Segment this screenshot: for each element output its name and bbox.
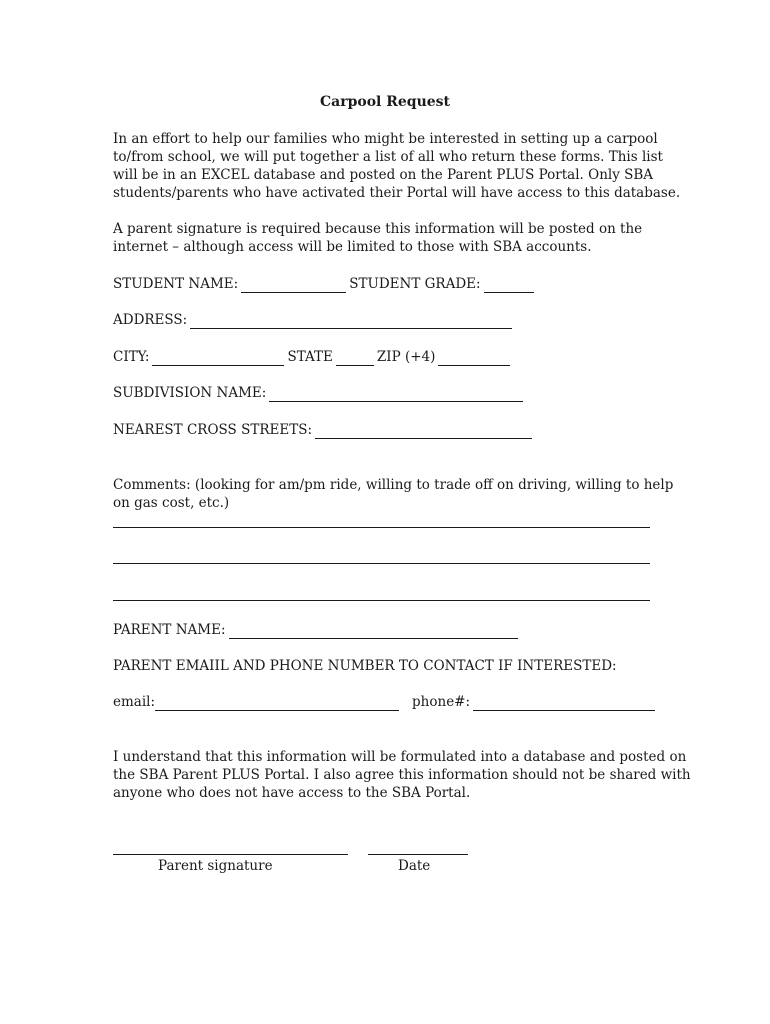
agreement-line-3: anyone who does not have access to the SBA Portal. xyxy=(113,785,471,801)
phone-label: phone#: xyxy=(412,694,471,710)
agreement-line-2: the SBA Parent PLUS Portal. I also agree this information should not be shared with xyxy=(113,767,691,783)
intro-line-3: will be in an EXCEL database and posted on the Parent PLUS Portal. Only SBA xyxy=(113,167,654,183)
notice-line-2: internet – although access will be limited to those with SBA accounts. xyxy=(113,239,592,255)
comments-line-field-1[interactable] xyxy=(113,527,650,528)
student-grade-field[interactable] xyxy=(484,278,534,293)
city-label: CITY: xyxy=(113,349,150,365)
agreement-line-1: I understand that this information will be formulated into a database and posted on xyxy=(113,749,687,765)
email-label: email: xyxy=(113,694,156,710)
city-field[interactable] xyxy=(152,351,284,366)
state-field[interactable] xyxy=(336,351,374,366)
student-grade-label: STUDENT GRADE: xyxy=(349,276,481,292)
subdivision-row xyxy=(113,384,526,402)
address-label: ADDRESS: xyxy=(113,312,188,328)
date-caption: Date xyxy=(398,858,431,874)
date-line[interactable] xyxy=(368,854,468,855)
intro-line-1: In an effort to help our families who might be interested in setting up a carpool xyxy=(113,131,658,147)
parent-signature-line[interactable] xyxy=(113,854,348,855)
intro-line-4: students/parents who have activated their Portal will have access to this database. xyxy=(113,185,681,201)
city-state-zip-row xyxy=(113,348,513,366)
comments-line-field-2[interactable] xyxy=(113,563,650,564)
page-title: Carpool Request xyxy=(319,94,450,110)
cross-streets-field[interactable] xyxy=(315,424,532,439)
zip-label: ZIP (+4) xyxy=(376,349,436,365)
comments-line-field-3[interactable] xyxy=(113,600,650,601)
address-row xyxy=(113,311,515,329)
comments-line-1: Comments: (looking for am/pm ride, willing to trade off on driving, willing to help xyxy=(113,477,674,493)
student-name-label: STUDENT NAME: xyxy=(113,276,239,292)
student-name-field[interactable] xyxy=(241,278,346,293)
subdivision-label: SUBDIVISION NAME: xyxy=(113,385,267,401)
cross-streets-label: NEAREST CROSS STREETS: xyxy=(113,422,313,438)
parent-name-label: PARENT NAME: xyxy=(113,622,226,638)
notice-line-1: A parent signature is required because this information will be posted on the xyxy=(113,221,643,237)
student-row xyxy=(113,275,537,293)
email-field[interactable] xyxy=(155,696,399,711)
parent-signature-caption: Parent signature xyxy=(158,858,273,874)
intro-line-2: to/from school, we will put together a list of all who return these forms. This list xyxy=(113,149,663,165)
cross-streets-row xyxy=(113,421,535,439)
phone-field[interactable] xyxy=(473,696,655,711)
contact-row xyxy=(113,693,658,711)
state-label: STATE xyxy=(287,349,333,365)
address-field[interactable] xyxy=(190,314,512,329)
parent-name-row xyxy=(113,621,521,639)
comments-line-2: on gas cost, etc.) xyxy=(113,495,230,511)
subdivision-field[interactable] xyxy=(269,387,523,402)
contact-heading: PARENT EMAIIL AND PHONE NUMBER TO CONTACT IF INTERESTED: xyxy=(113,658,617,674)
zip-field[interactable] xyxy=(438,351,510,366)
parent-name-field[interactable] xyxy=(229,624,518,639)
